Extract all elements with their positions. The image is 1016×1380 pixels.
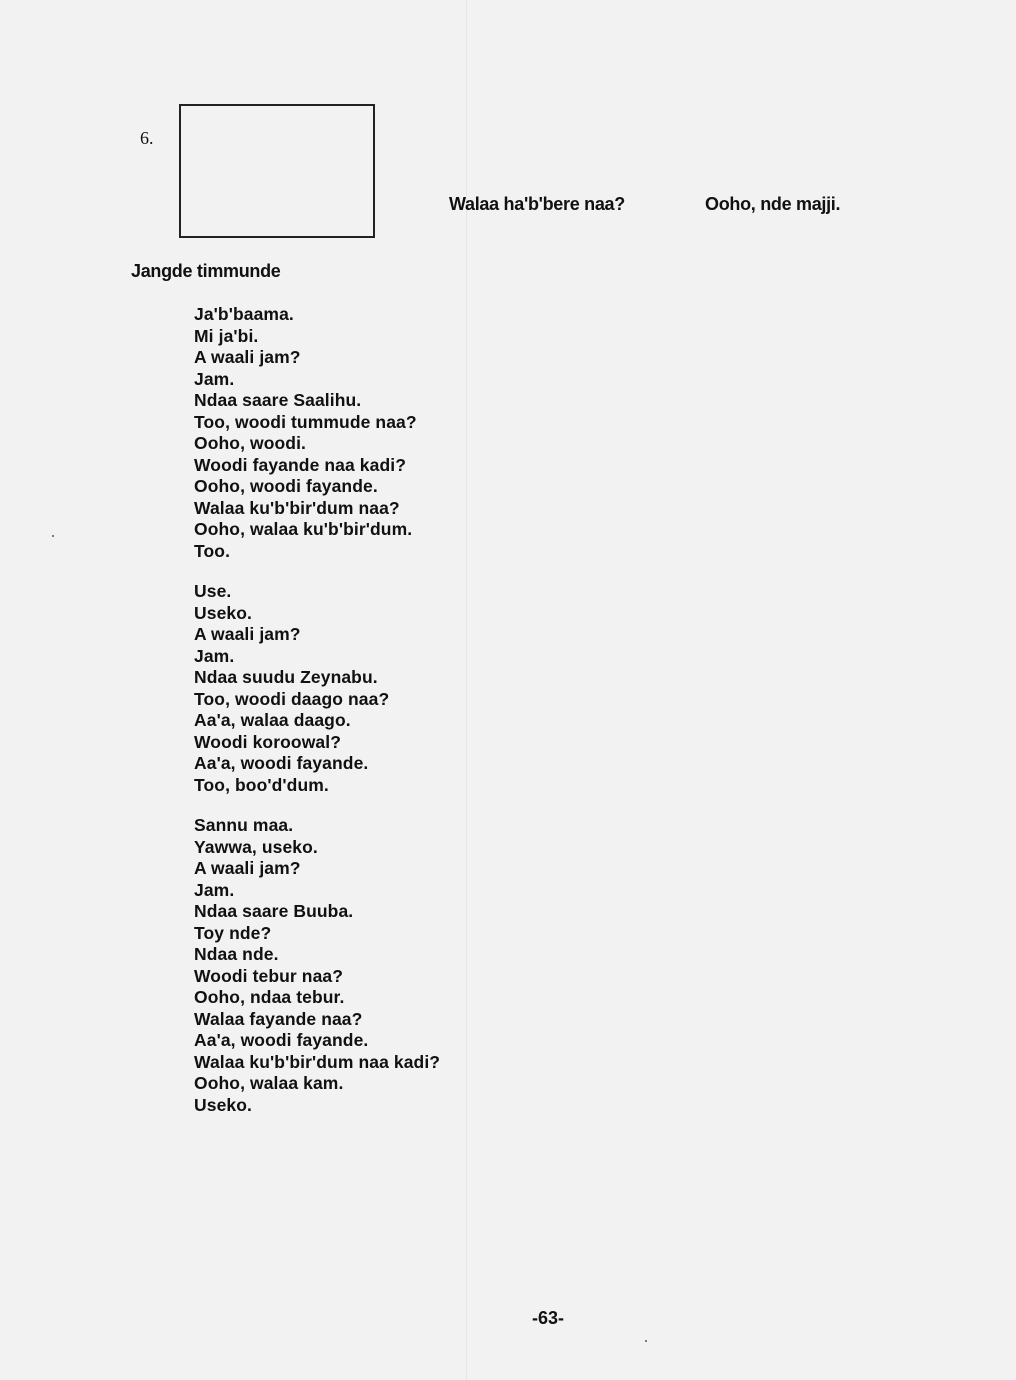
section-heading: Jangde timmunde [131, 261, 281, 281]
dialogue-line: Ooho, walaa kam. [194, 1073, 344, 1093]
dialogue-line: Ndaa suudu Zeynabu. [194, 667, 378, 687]
dialogue-line: Sannu maa. [194, 815, 294, 835]
exercise-question: Walaa ha'b'bere naa? [449, 194, 625, 214]
dialogue-line: Too, woodi daago naa? [194, 688, 390, 709]
dialogue-line: Ja'b'baama. [194, 304, 294, 324]
dialogue-2 [194, 581, 494, 796]
dialogue-line: Aa'a, walaa daago. [194, 710, 351, 730]
picture-frame [179, 104, 375, 238]
dialogue-line: Ndaa saare Saalihu. [194, 390, 362, 410]
page-number: -63- [532, 1308, 565, 1328]
dialogue-line: Woodi fayande naa kadi? [194, 454, 407, 475]
dialogue-line: Ooho, walaa ku'b'bir'dum. [194, 519, 413, 539]
dialogue-line: Walaa ku'b'bir'dum naa kadi? [194, 1051, 441, 1072]
scan-speck [52, 535, 54, 537]
dialogue-line: Useko. [194, 1094, 252, 1115]
dialogue-line: Walaa fayande naa? [194, 1008, 363, 1029]
dialogue-line: Ndaa saare Buuba. [194, 901, 354, 921]
dialogue-line: Walaa ku'b'bir'dum naa? [194, 497, 400, 518]
dialogue-line: Jam. [194, 368, 235, 389]
dialogue-line: Use. [194, 581, 232, 601]
dialogue-line: Toy nde? [194, 922, 272, 943]
dialogue-line: Too, woodi tummude naa? [194, 411, 417, 432]
dialogue-line: Mi ja'bi. [194, 325, 259, 346]
dialogue-line: Too. [194, 540, 231, 561]
dialogue-line: Jam. [194, 879, 235, 900]
dialogue-line: Aa'a, woodi fayande. [194, 1030, 369, 1050]
dialogue-line: A waali jam? [194, 624, 301, 644]
dialogue-line: Ndaa nde. [194, 944, 279, 964]
dialogue-line: Ooho, woodi fayande. [194, 476, 378, 496]
dialogue-line: Woodi tebur naa? [194, 965, 344, 986]
dialogue-line: Aa'a, woodi fayande. [194, 753, 369, 773]
dialogue-line: Ooho, woodi. [194, 433, 307, 453]
scan-speck [645, 1340, 647, 1342]
dialogue-line: Useko. [194, 602, 252, 623]
dialogue-line: Woodi koroowal? [194, 731, 342, 752]
exercise-number: 6. [140, 128, 154, 148]
dialogue-line: A waali jam? [194, 858, 301, 878]
exercise-answer: Ooho, nde majji. [705, 194, 841, 214]
dialogue-3 [194, 815, 494, 1116]
dialogue-line: Jam. [194, 645, 235, 666]
dialogue-1 [194, 304, 494, 562]
dialogue-line: Too, boo'd'dum. [194, 774, 329, 795]
dialogue-line: A waali jam? [194, 347, 301, 367]
dialogue-line: Yawwa, useko. [194, 836, 318, 857]
dialogue-line: Ooho, ndaa tebur. [194, 987, 345, 1007]
